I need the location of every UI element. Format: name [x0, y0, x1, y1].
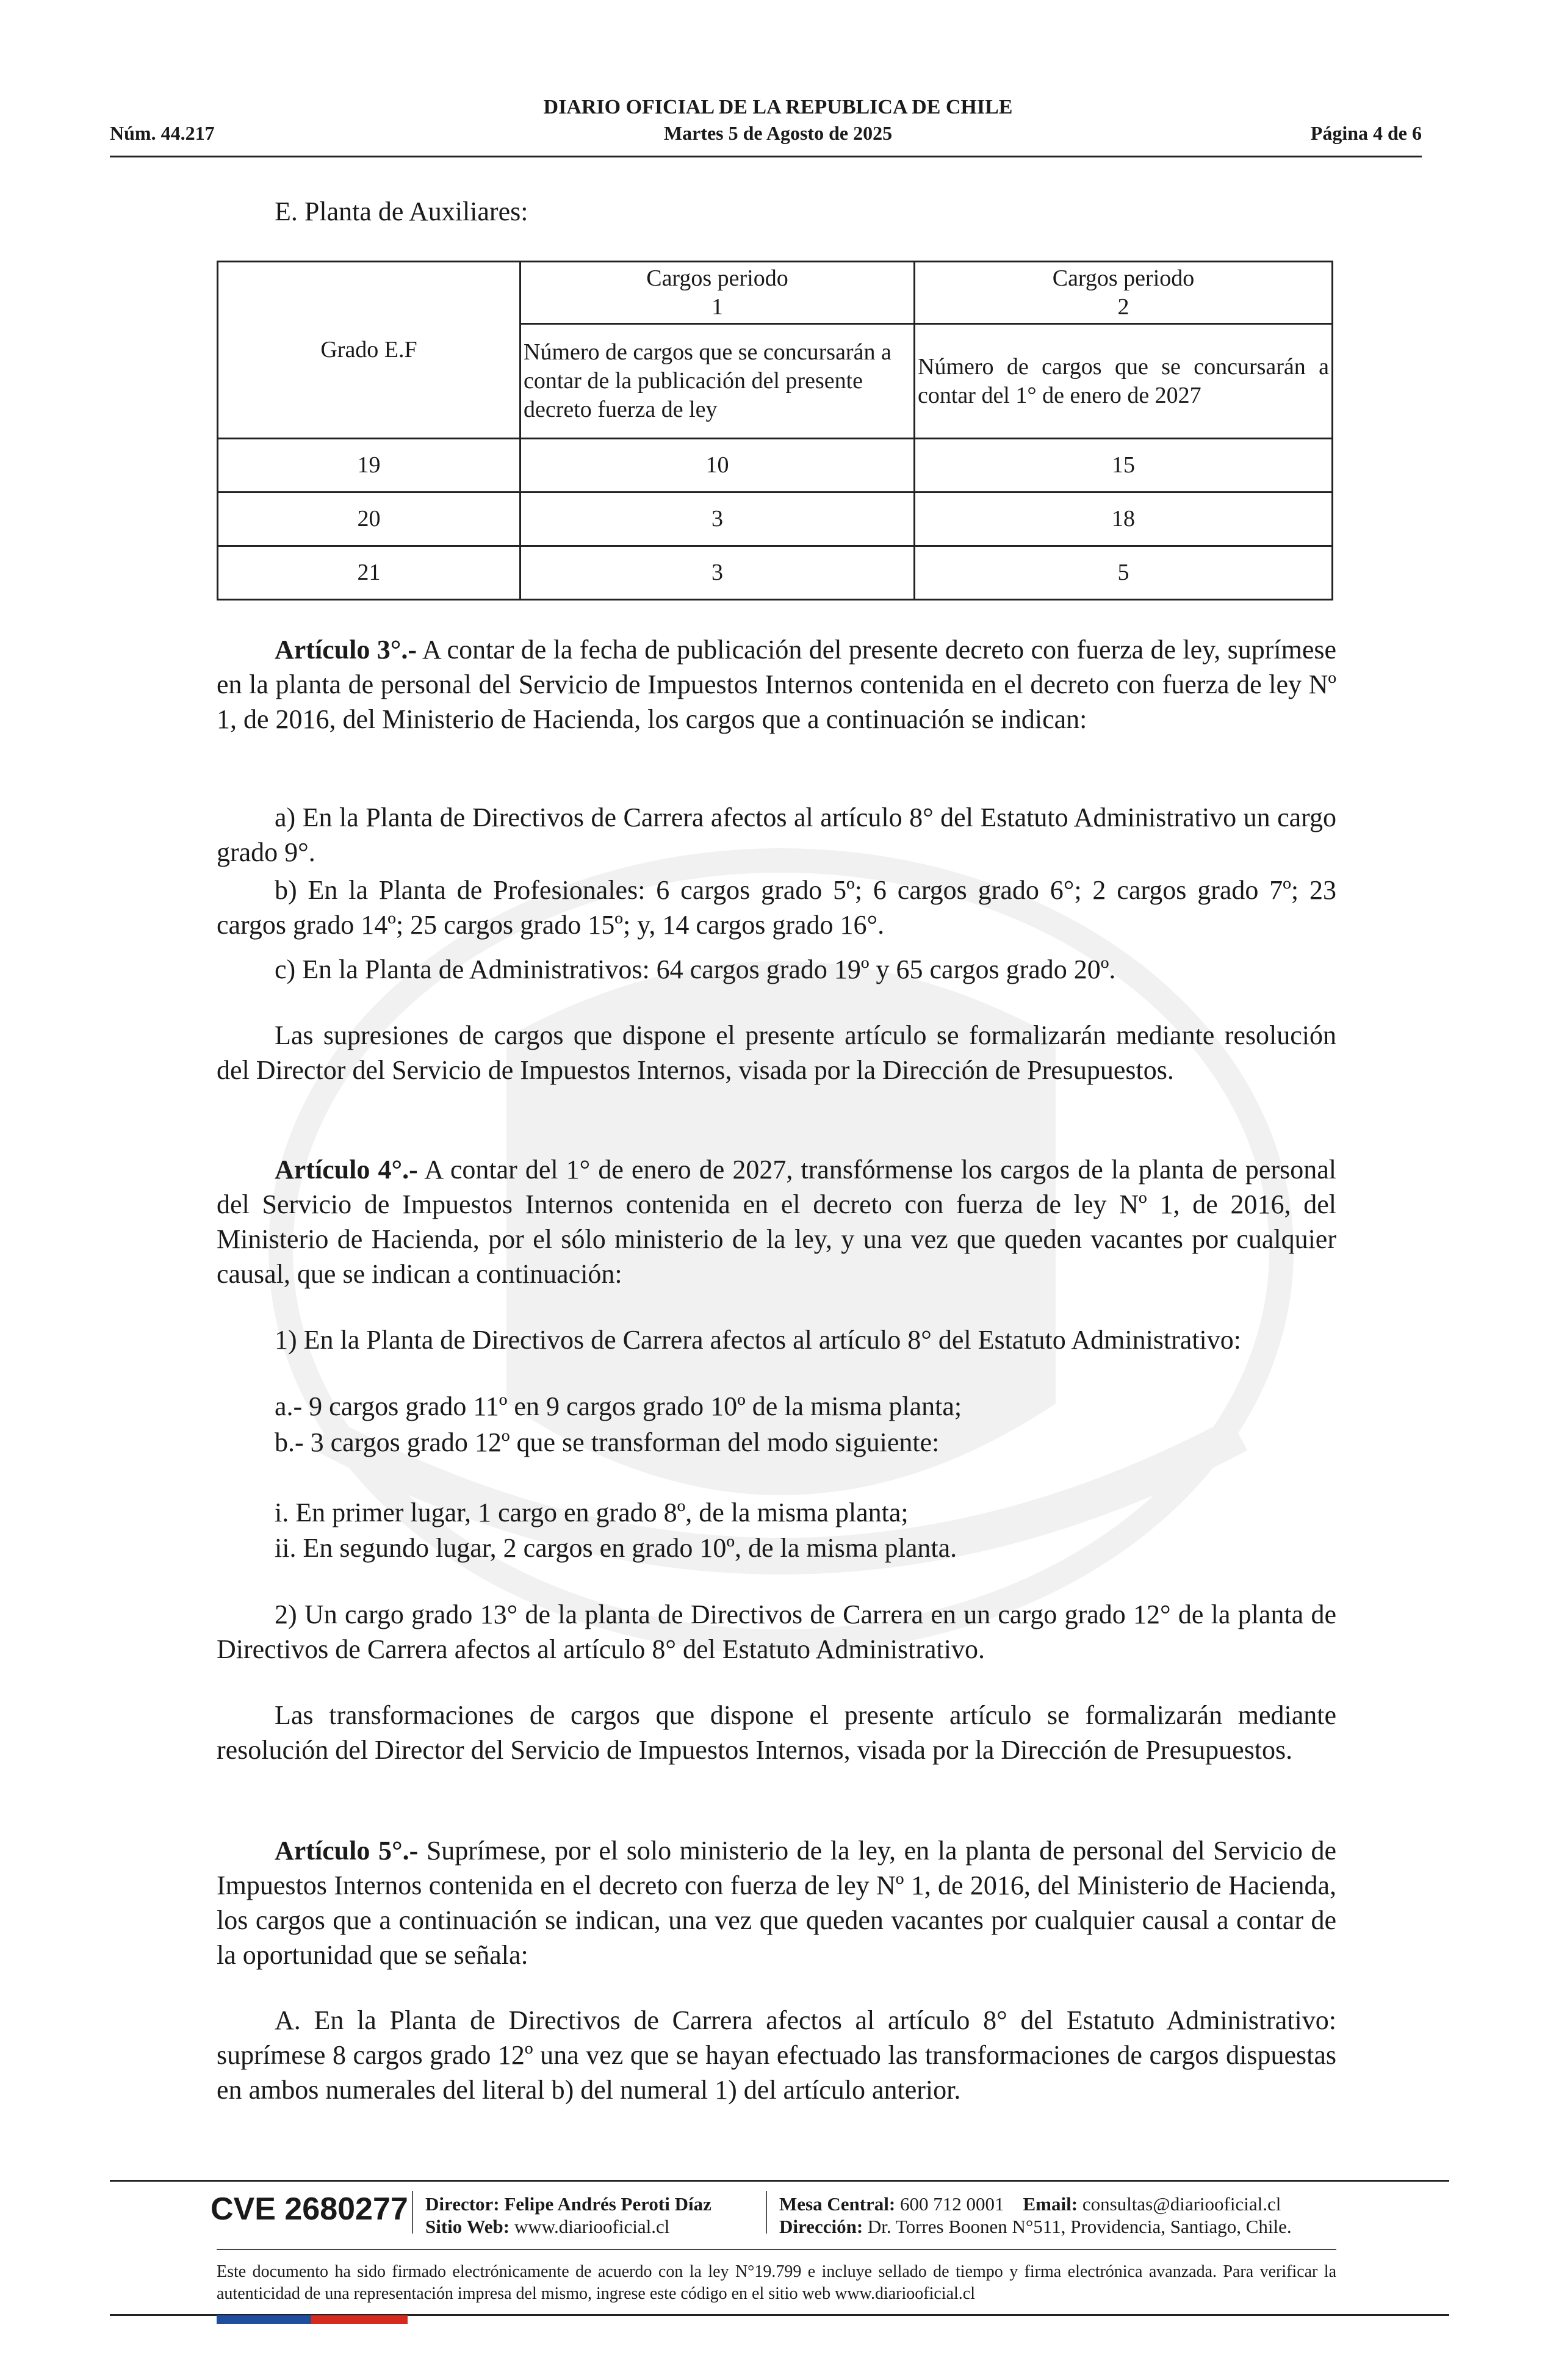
article-4-item-a: a.- 9 cargos grado 11º en 9 cargos grado 10º de la misma planta;	[275, 1391, 962, 1421]
footer-contact: Mesa Central: 600 712 0001 Email: consultas@diariooficial.cl	[779, 2193, 1281, 2215]
article-4-closing: Las transformaciones de cargos que dispone el presente artículo se formalizarán mediante resolución del Director del Servicio de Impuestos Internos, visada por la Dirección de Presupuestos.	[217, 1700, 1336, 1765]
periodo-2-description: Número de cargos que se concursarán a contar del 1° de enero de 2027	[915, 324, 1333, 439]
flag-stripe-red	[311, 2315, 408, 2324]
article-3-label: Artículo 3°.-	[275, 635, 417, 665]
publication-date: Martes 5 de Agosto de 2025	[663, 122, 893, 144]
article-4-numeral-1: 1) En la Planta de Directivos de Carrera afectos al artículo 8° del Estatuto Administrativo:	[275, 1325, 1241, 1355]
footer-director: Director: Felipe Andrés Peroti Díaz	[425, 2193, 711, 2215]
page-number: Página 4 de 6	[1310, 122, 1422, 144]
footer-legal-note: Este documento ha sido firmado electrónicamente de acuerdo con la ley N°19.799 e incluye sellado de tiempo y firma electrónica avanzada. Para verificar la autenticidad de una representación impresa del mismo, ingrese este código en el sitio web www.diariooficial.cl	[217, 2262, 1336, 2303]
footer-website: Sitio Web: www.diariooficial.cl	[425, 2216, 670, 2237]
article-3-item-a: a) En la Planta de Directivos de Carrera afectos al artículo 8° del Estatuto Administrativo un cargo grado 9°.	[217, 802, 1336, 867]
periodo-2-header: Cargos periodo 2	[915, 262, 1333, 324]
article-4-intro: Artículo 4°.- A contar del 1° de enero de 2027, transfórmense los cargos de la planta de personal del Servicio de Impuestos Internos contenida en el decreto con fuerza de ley Nº 1, de 2016, del Ministerio de Hacienda, por el sólo ministerio de la ley, y una vez que queden vacantes por cualquier causal, que se indican a continuación:	[217, 1155, 1336, 1289]
article-3-intro: Artículo 3°.- A contar de la fecha de publicación del presente decreto con fuerza de ley, suprímese en la planta de personal del Servicio de Impuestos Internos contenida en el decreto con fuerza de ley Nº 1, de 2016, del Ministerio de Hacienda, los cargos que a continuación se indican:	[217, 635, 1337, 734]
footer-top-rule	[110, 2180, 1449, 2182]
table-row: 20 3 18	[218, 492, 1333, 546]
publication-title: DIARIO OFICIAL DE LA REPUBLICA DE CHILE	[543, 96, 1013, 118]
article-4-item-b: b.- 3 cargos grado 12º que se transforman del modo siguiente:	[275, 1427, 940, 1457]
footer-address: Dirección: Dr. Torres Boonen N°511, Providencia, Santiago, Chile.	[779, 2216, 1292, 2237]
periodo-1-description: Número de cargos que se concursarán a contar de la publicación del presente decreto fuerza de ley	[520, 324, 915, 439]
planta-auxiliares-table	[217, 261, 1333, 600]
website-link[interactable]: www.diariooficial.cl	[514, 2216, 670, 2237]
article-5-label: Artículo 5°.-	[275, 1836, 419, 1866]
article-5-item-a: A. En la Planta de Directivos de Carrera afectos al artículo 8° del Estatuto Administrativo: suprímese 8 cargos grado 12º una vez que se hayan efectuado las transformaciones de cargos dispuestas en ambos numerales del literal b) del numeral 1) del artículo anterior.	[217, 2005, 1336, 2105]
table-row: 21 3 5	[218, 546, 1333, 600]
article-3-item-c: c) En la Planta de Administrativos: 64 cargos grado 19º y 65 cargos grado 20º.	[275, 954, 1116, 984]
grado-header: Grado E.F	[218, 262, 520, 439]
article-4-numeral-2: 2) Un cargo grado 13° de la planta de Directivos de Carrera en un cargo grado 12° de la planta de Directivos de Carrera afectos al artículo 8° del Estatuto Administrativo.	[217, 1599, 1336, 1664]
header-rule	[110, 156, 1422, 157]
article-4-label: Artículo 4°.-	[275, 1155, 418, 1185]
periodo-1-header: Cargos periodo 1	[520, 262, 915, 324]
table-row: 19 10 15	[218, 439, 1333, 492]
article-3-item-b: b) En la Planta de Profesionales: 6 cargos grado 5º; 6 cargos grado 6°; 2 cargos grado 7º; 23 cargos grado 14º; 25 cargos grado 15º; y, 14 cargos grado 16°.	[217, 875, 1336, 940]
section-title: E. Planta de Auxiliares:	[275, 197, 528, 226]
footer-divider	[412, 2191, 413, 2234]
email-link[interactable]: consultas@diariooficial.cl	[1082, 2193, 1281, 2215]
footer-mid-rule	[217, 2249, 1336, 2250]
article-5-intro: Artículo 5°.- Suprímese, por el solo ministerio de la ley, en la planta de personal del Servicio de Impuestos Internos contenida en el decreto con fuerza de ley Nº 1, de 2016, del Ministerio de Hacienda, los cargos que a continuación se indican, una vez que queden vacantes por cualquier causal a contar de la oportunidad que se señala:	[217, 1836, 1336, 1970]
article-4-item-ii: ii. En segundo lugar, 2 cargos en grado 10º, de la misma planta.	[275, 1533, 957, 1563]
cve-code: CVE 2680277	[211, 2191, 408, 2227]
footer-divider	[766, 2191, 767, 2234]
flag-stripe-blue	[217, 2315, 311, 2324]
issue-number: Núm. 44.217	[110, 122, 215, 144]
article-3-closing: Las supresiones de cargos que dispone el presente artículo se formalizarán mediante resolución del Director del Servicio de Impuestos Internos, visada por la Dirección de Presupuestos.	[217, 1020, 1336, 1085]
article-4-item-i: i. En primer lugar, 1 cargo en grado 8º, de la misma planta;	[275, 1498, 909, 1527]
